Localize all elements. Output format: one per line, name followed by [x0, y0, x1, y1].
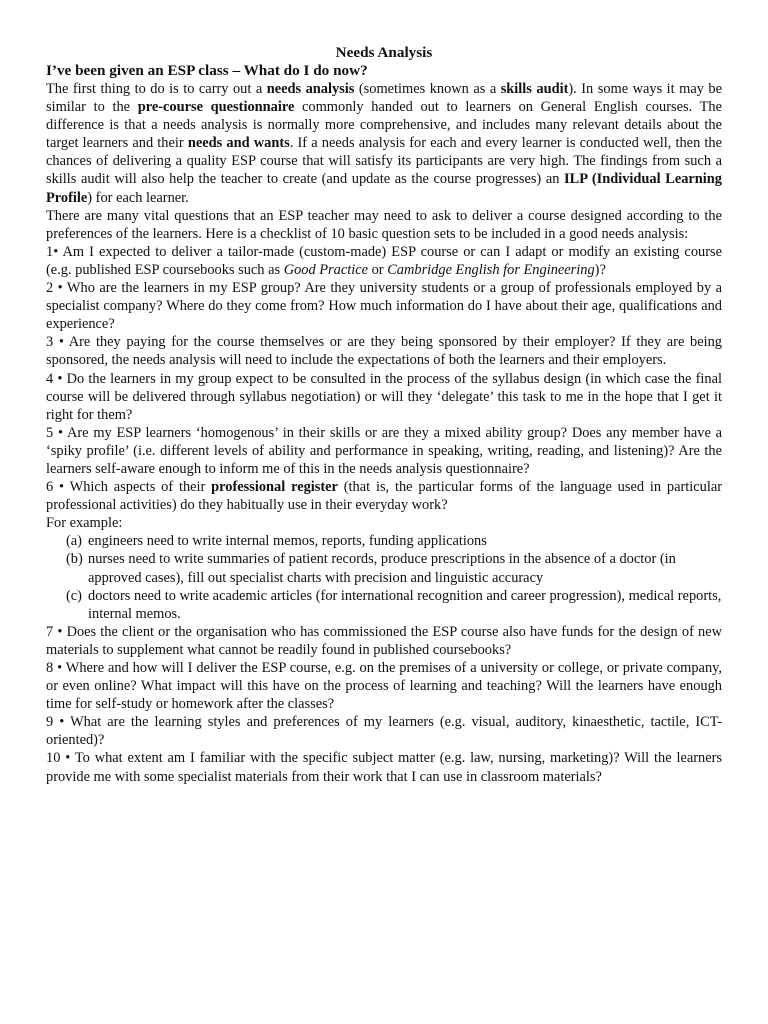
q1-italic-1: Good Practice [283, 261, 369, 278]
intro-text-4: commonly handed out to learners on General English courses. The difference is that a needs analysis is normally more comprehensive, and includes many relevant details about the target learners and their [46, 99, 722, 152]
q6-text-2: (that is, the particular forms of the language used in particular professional activities) do they habitually use in their everyday work? [46, 479, 722, 514]
intro-bold-5: ILP (Individual Learning Profile [46, 171, 722, 206]
q1-text-1: 1• Am I expected to deliver a tailor-made (custom-made) ESP course or can I adapt or modify an existing course (e.g. published ESP coursebooks such as [46, 243, 722, 278]
q1-italic-2: Cambridge English for Engineering [387, 261, 595, 278]
list-item-label: (c) [66, 587, 82, 604]
q1-text-3: )? [594, 261, 606, 278]
question-6 [46, 478, 722, 514]
question-3: 3 • Are they paying for the course themselves or are they being sponsored by their employer? If they are being sponsored, the needs analysis will need to include the expectations of both the learners and their employers. [46, 334, 722, 369]
intro-text-3: ). In some ways it may be similar to the [46, 81, 722, 116]
question-9: 9 • What are the learning styles and preferences of my learners (e.g. visual, auditory, kinaesthetic, tactile, ICT-oriented)? [46, 714, 722, 749]
checklist-intro-paragraph: There are many vital questions that an ESP teacher may need to ask to deliver a course designed according to the preferences of the learners. Here is a checklist of 10 basic question sets to be included in a good needs analysis: [46, 207, 722, 242]
list-item [46, 550, 722, 586]
list-item-label: (b) [66, 551, 83, 568]
question-2: 2 • Who are the learners in my ESP group? Are they university students or a group of professionals employed by a specialist company? Where do they come from? How much information do I have about their age, qualifications and experience? [46, 280, 722, 333]
list-item-text: engineers need to write internal memos, reports, funding applications [88, 533, 487, 550]
question-8: 8 • Where and how will I deliver the ESP course, e.g. on the premises of a university or college, or private company, or even online? What impact will this have on the process of learning and teaching? Will the learners have enough time for self-study or homework after the classes? [46, 660, 722, 713]
intro-bold-4: needs and wants [187, 135, 290, 152]
example-list [46, 532, 722, 622]
page-title: Needs Analysis [335, 44, 433, 61]
intro-bold-1: needs analysis [266, 81, 355, 97]
q1-text-2: or [368, 261, 388, 278]
document-page [46, 44, 722, 786]
intro-text-6: ) for each learner. [87, 189, 189, 206]
question-1 [46, 243, 722, 279]
list-item-text: nurses need to write summaries of patient records, produce prescriptions in the absence of a doctor (in approved cases), fill out specialist charts with precision and linguistic accuracy [88, 551, 676, 586]
question-5: 5 • Are my ESP learners ‘homogenous’ in their skills or are they a mixed ability group? Does any member have a ‘spiky profile’ (i.e. different levels of ability and performance in speaking, writing, reading, and listening)? Are the learners self-aware enough to inform me of this in the needs analysis questionnaire? [46, 424, 722, 477]
intro-bold-2: skills audit [500, 81, 569, 97]
for-example-label: For example: [46, 515, 123, 532]
intro-text-1: The first thing to do is to carry out a [46, 81, 267, 97]
intro-bold-3: pre-course questionnaire [137, 99, 295, 116]
q6-bold-1: professional register [211, 479, 338, 496]
intro-text-5: . If a needs analysis for each and every learner is conducted well, then the chances of delivering a quality ESP course that will satisfy its participants are very high. The findings from such a skills audit will also help the teacher to create (and update as the course progresses) an [46, 135, 723, 188]
q6-text-1: 6 • Which aspects of their [46, 479, 212, 496]
question-4: 4 • Do the learners in my group expect to be consulted in the process of the syllabus design (in which case the final course will be delivered through syllabus negotiation) or will they ‘delegate’ this task to me in the hope that I get it right for them? [46, 370, 722, 423]
question-10: 10 • To what extent am I familiar with the specific subject matter (e.g. law, nursing, marketing)? Will the learners provide me with some specialist materials from their work that I can use in classroom materials? [46, 750, 722, 785]
list-item-label: (a) [66, 533, 82, 550]
section-subtitle: I’ve been given an ESP class – What do I do now? [46, 62, 368, 79]
question-7: 7 • Does the client or the organisation who has commissioned the ESP course also have funds for the design of new materials to supplement what cannot be readily found in published coursebooks? [46, 623, 722, 658]
intro-paragraph [46, 80, 722, 207]
list-item [46, 532, 722, 550]
intro-text-2: (sometimes known as a [354, 81, 501, 97]
list-item [46, 587, 722, 623]
list-item-text: doctors need to write academic articles (for international recognition and career progression), medical reports, internal memos. [88, 587, 722, 622]
